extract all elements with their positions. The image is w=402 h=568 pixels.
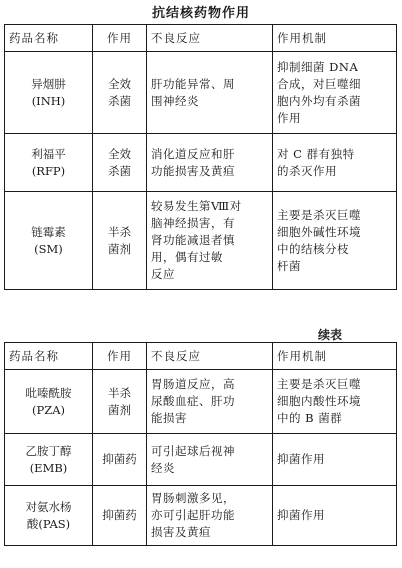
mechanism-cell: 对 C 群有独特 的杀灭作用 bbox=[273, 134, 397, 192]
adverse-cell: 消化道反应和肝 功能损害及黄疸 bbox=[147, 134, 273, 192]
table-title: 抗结核药物作用 bbox=[151, 6, 250, 21]
effect-cell: 半杀 菌剂 bbox=[93, 370, 147, 434]
effect-cell: 全效 杀菌 bbox=[93, 52, 147, 134]
header-effect: 作用 bbox=[93, 25, 147, 52]
drug-name-cell: 链霉素 (SM) bbox=[5, 192, 93, 290]
effect-cell: 抑菌药 bbox=[93, 486, 147, 546]
effect-cell: 全效 杀菌 bbox=[93, 134, 147, 192]
effect-cell: 抑菌药 bbox=[93, 434, 147, 486]
header-adverse: 不良反应 bbox=[147, 343, 273, 370]
mechanism-cell: 抑菌作用 bbox=[273, 434, 397, 486]
table-row bbox=[5, 192, 397, 290]
adverse-cell: 肝功能异常、周 围神经炎 bbox=[147, 52, 273, 134]
header-effect: 作用 bbox=[93, 343, 147, 370]
table-row bbox=[5, 52, 397, 134]
drug-name-cell: 异烟肼 (INH) bbox=[5, 52, 93, 134]
drug-name-cell: 利福平 (RFP) bbox=[5, 134, 93, 192]
header-adverse: 不良反应 bbox=[147, 25, 273, 52]
mechanism-cell: 抑制细菌 DNA 合成，对巨噬细 胞内外均有杀菌 作用 bbox=[273, 52, 397, 134]
adverse-cell: 较易发生第Ⅷ对 脑神经损害，有 肾功能减退者慎 用，偶有过敏 反应 bbox=[147, 192, 273, 290]
drug-table-main bbox=[4, 24, 397, 290]
table-row bbox=[5, 434, 397, 486]
mechanism-cell: 主要是杀灭巨噬 细胞内酸性环境 中的 B 菌群 bbox=[273, 370, 397, 434]
drug-name-cell: 乙胺丁醇 (EMB) bbox=[5, 434, 93, 486]
effect-cell: 半杀 菌剂 bbox=[93, 192, 147, 290]
table-header-row bbox=[5, 25, 397, 52]
header-mechanism: 作用机制 bbox=[273, 343, 397, 370]
table-row bbox=[5, 486, 397, 546]
adverse-cell: 可引起球后视神 经炎 bbox=[147, 434, 273, 486]
mechanism-cell: 主要是杀灭巨噬 细胞外碱性环境 中的结核分枝 杆菌 bbox=[273, 192, 397, 290]
header-drug-name: 药品名称 bbox=[5, 343, 93, 370]
drug-name-cell: 吡嗪酰胺 (PZA) bbox=[5, 370, 93, 434]
adverse-cell: 胃肠道反应，高 尿酸血症、肝功 能损害 bbox=[147, 370, 273, 434]
header-mechanism: 作用机制 bbox=[273, 25, 397, 52]
drug-name-cell: 对氨水杨 酸(PAS) bbox=[5, 486, 93, 546]
table-row bbox=[5, 134, 397, 192]
adverse-cell: 胃肠刺激多见， 亦可引起肝功能 损害及黄疸 bbox=[147, 486, 273, 546]
drug-table-continued bbox=[4, 342, 397, 546]
table-header-row bbox=[5, 343, 397, 370]
mechanism-cell: 抑菌作用 bbox=[273, 486, 397, 546]
header-drug-name: 药品名称 bbox=[5, 25, 93, 52]
continued-label: 续表 bbox=[317, 328, 342, 342]
table-row bbox=[5, 370, 397, 434]
